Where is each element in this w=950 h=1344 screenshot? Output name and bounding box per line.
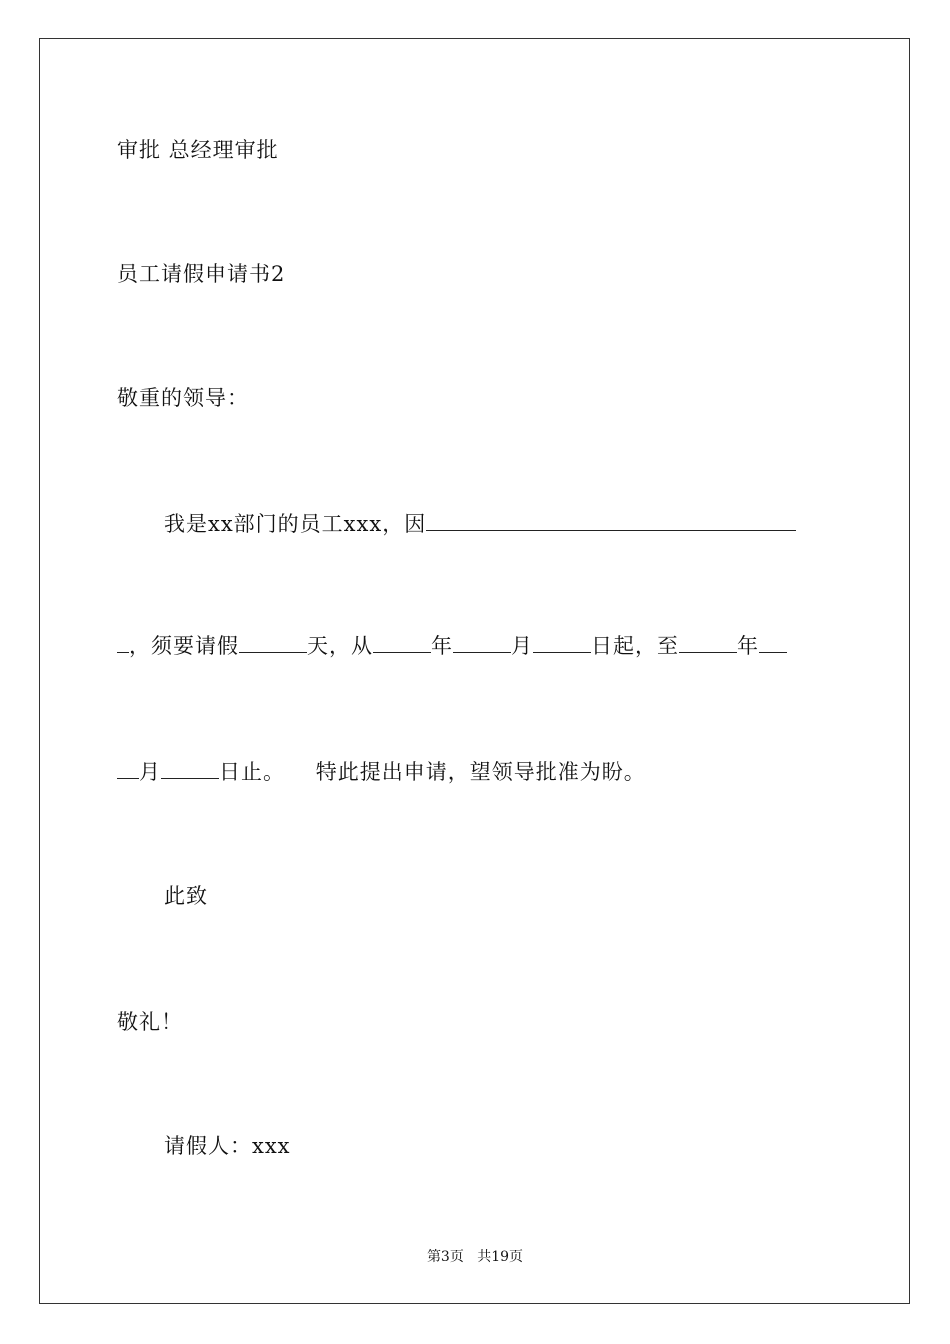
- body-line-2-f: 年: [737, 634, 759, 658]
- body-line-3-c: 特此提出申请，望领导批准为盼。: [315, 760, 646, 784]
- signature: 请假人：xxx: [164, 1134, 291, 1158]
- body-line-3-b: 日止。: [219, 760, 285, 784]
- approval-line: 审批 总经理审批: [117, 138, 279, 162]
- start-day-blank: [533, 634, 591, 653]
- page-frame: [39, 38, 910, 1304]
- page-number: 第3页: [426, 1249, 464, 1265]
- body-line-3-a: 月: [139, 760, 161, 784]
- days-blank: [239, 634, 307, 653]
- salutation: 敬重的领导：: [117, 386, 249, 410]
- end-year-blank: [679, 634, 737, 653]
- body-line-2-d: 月: [511, 634, 533, 658]
- document-title: 员工请假申请书2: [117, 262, 286, 286]
- start-year-blank: [373, 634, 431, 653]
- body-line-2-a: ，须要请假: [129, 634, 239, 658]
- page-footer: [0, 1248, 950, 1266]
- body-line-1: [164, 512, 796, 536]
- body-line-2: [117, 634, 787, 658]
- closing-1: 此致: [164, 884, 208, 908]
- body-line-2-c: 年: [431, 634, 453, 658]
- body-line-3: [117, 760, 646, 784]
- reason-blank-end: [117, 634, 129, 653]
- reason-blank: [426, 512, 796, 531]
- body-line-2-b: 天，从: [307, 634, 373, 658]
- body-line-2-e: 日起，至: [591, 634, 679, 658]
- end-month-blank-end: [117, 760, 139, 779]
- body-line-1-text: 我是xx部门的员工xxx，因: [164, 512, 427, 536]
- end-day-blank: [161, 760, 219, 779]
- page-total: 共19页: [477, 1249, 524, 1265]
- end-month-blank-start: [759, 634, 787, 653]
- closing-2: 敬礼！: [117, 1010, 183, 1034]
- start-month-blank: [453, 634, 511, 653]
